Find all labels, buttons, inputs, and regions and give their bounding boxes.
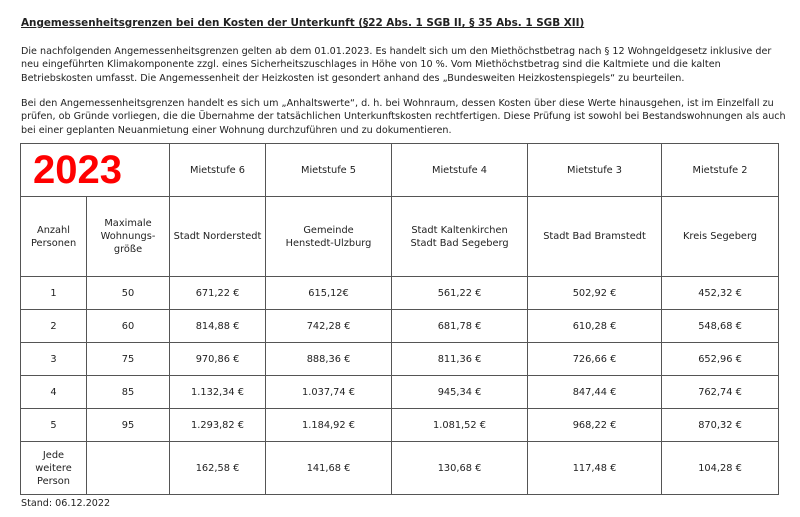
header-mietstufe-2: Mietstufe 2 [662, 144, 779, 197]
rent-limits-table [20, 143, 779, 495]
notice-paragraph: Bei den Angemessenheitsgrenzen handelt es sich um „Anhaltswerte“, d. h. bei Wohnraum, dessen Kosten über diese Werte hinausgehen, ist im Einzelfall zu prüfen, ob Gründe vorliegen, die die Übernahme der tatsächlichen Unterkunftskosten rechtfertigen. Diese Prüfung ist sowohl bei Bestandswohnungen als auch bei einer geplanten Neuanmietung einer Wohnung durchzuführen und zu dokumentieren. [21, 98, 786, 136]
value-cell: 1.037,74 € [266, 376, 392, 409]
value-cell: 502,92 € [528, 277, 662, 310]
value-cell: 548,68 € [662, 310, 779, 343]
value-cell: 726,66 € [528, 343, 662, 376]
value-cell: 1.184,92 € [266, 409, 392, 442]
persons-cell: 5 [21, 409, 87, 442]
table-subheader-row [21, 197, 779, 277]
value-cell: 968,22 € [528, 409, 662, 442]
value-cell: 610,28 € [528, 310, 662, 343]
value-cell: 681,78 € [392, 310, 528, 343]
value-cell: 1.081,52 € [392, 409, 528, 442]
size-cell: 95 [87, 409, 170, 442]
header-mietstufe-4: Mietstufe 4 [392, 144, 528, 197]
table-row [21, 376, 779, 409]
value-cell: 811,36 € [392, 343, 528, 376]
persons-cell: 1 [21, 277, 87, 310]
size-cell: 85 [87, 376, 170, 409]
value-cell: 652,96 € [662, 343, 779, 376]
region-bad-bramstedt: Stadt Bad Bramstedt [528, 197, 662, 277]
table-row [21, 343, 779, 376]
value-cell: 452,32 € [662, 277, 779, 310]
value-cell: 615,12€ [266, 277, 392, 310]
value-cell: 117,48 € [528, 442, 662, 495]
persons-cell: 3 [21, 343, 87, 376]
header-size: Maximale Wohnungs-größe [87, 197, 170, 277]
value-cell: 130,68 € [392, 442, 528, 495]
value-cell: 870,32 € [662, 409, 779, 442]
intro-paragraph: Die nachfolgenden Angemessenheitsgrenzen gelten ab dem 01.01.2023. Es handelt sich um den Miethöchstbetrag nach § 12 Wohngeldgesetz inklusive der neu eingeführten Klimakomponente zzgl. eines Sicherheitszuschlages in Höhe von 10 %. Vom Miethöchstbetrag sind die Kaltmiete und die kalten Betriebskosten umfasst. Die Angemessenheit der Heizkosten ist gesondert anhand des „Bundesweiten Heizkostenspiegels“ zu beurteilen. [21, 46, 772, 84]
region-kaltenkirchen-segeberg: Stadt Kaltenkirchen Stadt Bad Segeberg [392, 197, 528, 277]
table-row-extra-person [21, 442, 779, 495]
header-mietstufe-5: Mietstufe 5 [266, 144, 392, 197]
persons-cell: 2 [21, 310, 87, 343]
size-cell [87, 442, 170, 495]
table-row [21, 409, 779, 442]
year-label: 2023 [21, 144, 170, 197]
region-kreis-segeberg: Kreis Segeberg [662, 197, 779, 277]
table-header-row [21, 144, 779, 197]
table-row [21, 277, 779, 310]
value-cell: 1.293,82 € [170, 409, 266, 442]
value-cell: 762,74 € [662, 376, 779, 409]
value-cell: 970,86 € [170, 343, 266, 376]
header-mietstufe-3: Mietstufe 3 [528, 144, 662, 197]
header-persons: Anzahl Personen [21, 197, 87, 277]
header-mietstufe-6: Mietstufe 6 [170, 144, 266, 197]
value-cell: 141,68 € [266, 442, 392, 495]
value-cell: 561,22 € [392, 277, 528, 310]
region-norderstedt: Stadt Norderstedt [170, 197, 266, 277]
value-cell: 1.132,34 € [170, 376, 266, 409]
value-cell: 162,58 € [170, 442, 266, 495]
value-cell: 814,88 € [170, 310, 266, 343]
persons-cell: 4 [21, 376, 87, 409]
stand-date: Stand: 06.12.2022 [21, 498, 111, 509]
value-cell: 104,28 € [662, 442, 779, 495]
value-cell: 742,28 € [266, 310, 392, 343]
value-cell: 671,22 € [170, 277, 266, 310]
value-cell: 888,36 € [266, 343, 392, 376]
size-cell: 75 [87, 343, 170, 376]
value-cell: 945,34 € [392, 376, 528, 409]
document-title: Angemessenheitsgrenzen bei den Kosten der Unterkunft (§22 Abs. 1 SGB II, § 35 Abs. 1 SGB XII) [21, 17, 585, 29]
table-row [21, 310, 779, 343]
value-cell: 847,44 € [528, 376, 662, 409]
size-cell: 50 [87, 277, 170, 310]
size-cell: 60 [87, 310, 170, 343]
extra-person-label: Jede weitere Person [21, 442, 87, 495]
region-henstedt-ulzburg: Gemeinde Henstedt-Ulzburg [266, 197, 392, 277]
